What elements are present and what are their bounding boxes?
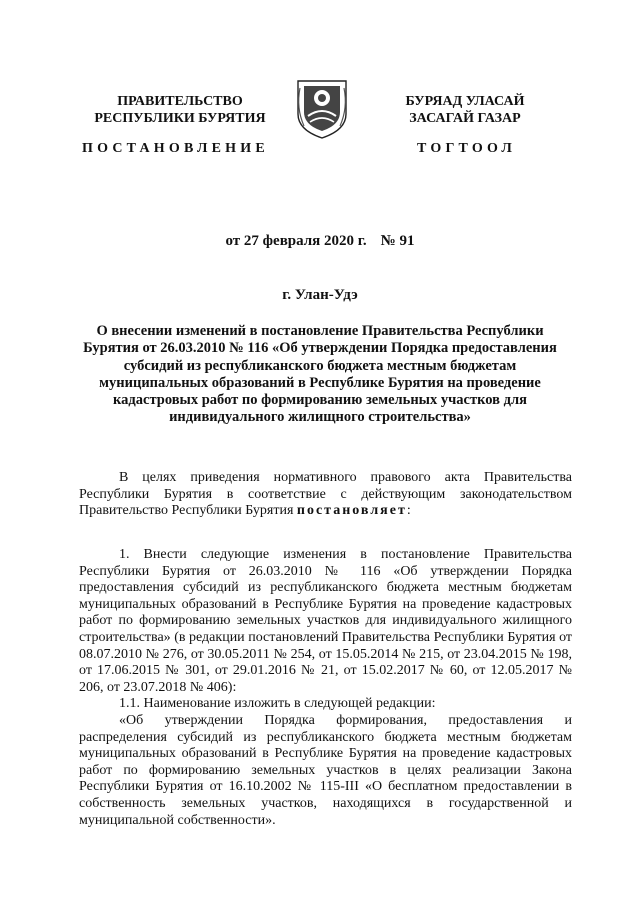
org-name-left-line-1: ПРАВИТЕЛЬСТВО xyxy=(117,94,243,109)
org-name-right xyxy=(380,93,550,127)
org-name-right-line-1: БУРЯАД УЛАСАЙ xyxy=(405,94,525,109)
document-title: О внесении изменений в постановление Правительства Республики Бурятия от 26.03.2010 № 116 «Об утверждении Порядка предоставления субсидий из республиканского бюджета местным бюджетам муниципальных образований в Республике Бурятия на проведение кадастровых работ по формированию земельных участков для индивидуального жилищного строительства» xyxy=(83,323,557,426)
org-name-right-line-2: ЗАСАГАЙ ГАЗАР xyxy=(409,111,521,126)
org-name-left xyxy=(80,93,280,127)
org-name-left-line-2: РЕСПУБЛИКИ БУРЯТИЯ xyxy=(94,111,266,126)
document-type-right: ТОГТООЛ xyxy=(417,141,517,156)
document-body xyxy=(79,547,572,829)
preamble xyxy=(79,470,572,520)
document-date-number xyxy=(0,233,640,250)
document-type-left: ПОСТАНОВЛЕНИЕ xyxy=(82,141,269,156)
paragraph-1-1: 1.1. Наименование изложить в следующей редакции: xyxy=(119,696,436,712)
paragraph-quote: «Об утверждении Порядка формирования, предоставления и распределения субсидий из республиканского бюджета местным бюджетам муниципальных образований в Республике Бурятия на проведение кадастровых работ по формированию земельных участков в целях реализации Закона Республики Бурятия от 16.10.2002 № 115-III «О бесплатном предоставлении в собственность земельных участков, находящихся в государственной и муниципальной собственности». xyxy=(79,712,572,828)
preamble-keyword: постановляет xyxy=(296,503,407,519)
coat-of-arms-icon xyxy=(294,78,350,140)
paragraph-1: 1. Внести следующие изменения в постановление Правительства Республики Бурятия от 26.03.2010 № 116 «Об утверждении Порядка предоставления субсидий из республиканского бюджета местным бюджетам муниципальных образований в Республике Бурятия на проведение кадастровых работ по формированию земельных участков для индивидуального жилищного строительства» (в редакции постановлений Правительства Республики Бурятия от 08.07.2010 № 276, от 30.05.2011 № 254, от 15.05.2014 № 215, от 23.04.2015 № 198, от 17.06.2015 № 301, от 29.01.2016 № 21, от 15.02.2017 № 60, от 12.05.2017 № 206, от 23.07.2018 № 406): xyxy=(79,547,572,695)
document-city: г. Улан-Удэ xyxy=(282,287,358,303)
preamble-text: В целях приведения нормативного правового акта Правительства Республики Бурятия в соответствие с действующим законодательством Правительство Республики Бурятия xyxy=(79,470,572,519)
document-number: № 91 xyxy=(380,233,415,249)
preamble-end: : xyxy=(406,503,411,519)
document-date: от 27 февраля 2020 г. xyxy=(225,233,367,249)
